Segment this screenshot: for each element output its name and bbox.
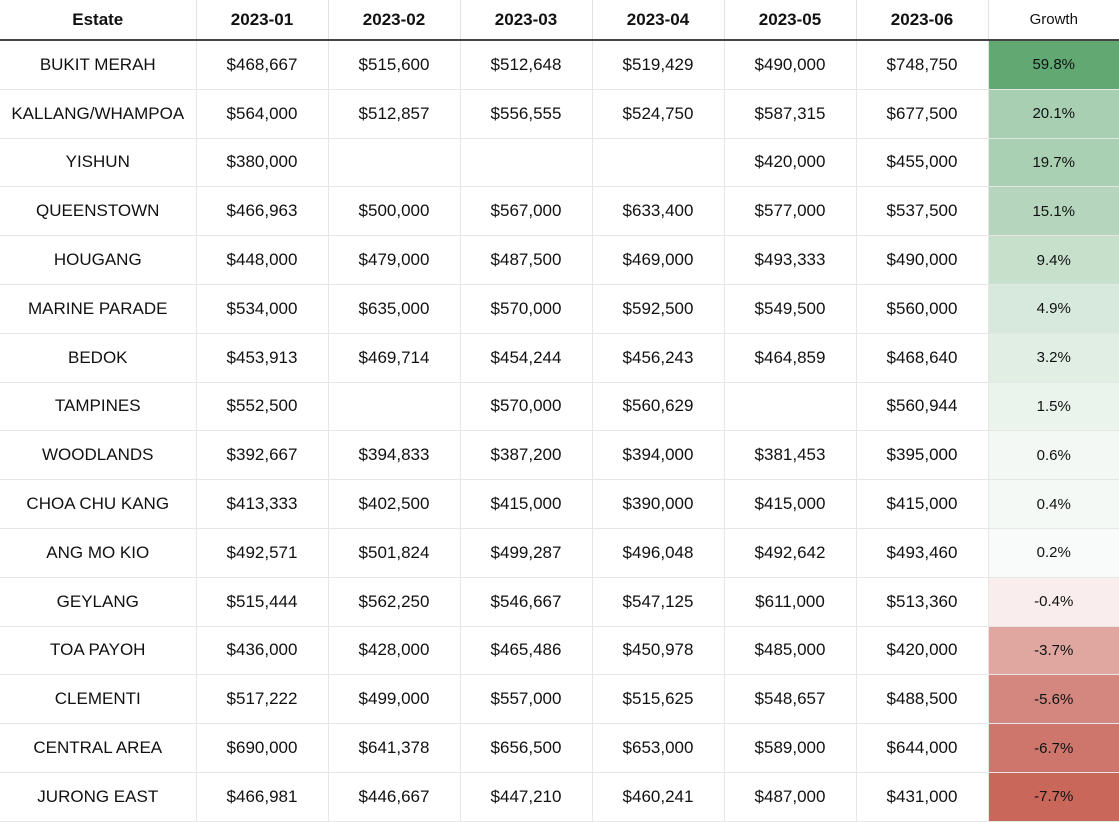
price-cell: $446,667 bbox=[328, 772, 460, 821]
estate-cell: CENTRAL AREA bbox=[0, 724, 196, 773]
price-cell: $468,667 bbox=[196, 40, 328, 89]
header-row bbox=[0, 0, 1119, 40]
price-cell: $577,000 bbox=[724, 187, 856, 236]
price-cell bbox=[592, 138, 724, 187]
price-cell: $431,000 bbox=[856, 772, 988, 821]
price-cell: $564,000 bbox=[196, 89, 328, 138]
price-cell: $560,944 bbox=[856, 382, 988, 431]
price-cell: $448,000 bbox=[196, 236, 328, 285]
price-cell: $447,210 bbox=[460, 772, 592, 821]
price-cell: $570,000 bbox=[460, 382, 592, 431]
price-cell: $513,360 bbox=[856, 577, 988, 626]
month-header: 2023-02 bbox=[328, 0, 460, 40]
price-cell bbox=[724, 382, 856, 431]
growth-cell: 0.2% bbox=[988, 528, 1119, 577]
estate-cell: ANG MO KIO bbox=[0, 528, 196, 577]
price-cell: $677,500 bbox=[856, 89, 988, 138]
month-header: 2023-04 bbox=[592, 0, 724, 40]
table-row bbox=[0, 431, 1119, 480]
estate-cell: JURONG EAST bbox=[0, 772, 196, 821]
table-row bbox=[0, 382, 1119, 431]
month-header: 2023-06 bbox=[856, 0, 988, 40]
price-cell: $428,000 bbox=[328, 626, 460, 675]
estate-cell: TOA PAYOH bbox=[0, 626, 196, 675]
price-cell: $653,000 bbox=[592, 724, 724, 773]
price-cell: $500,000 bbox=[328, 187, 460, 236]
estate-cell: HOUGANG bbox=[0, 236, 196, 285]
growth-cell: 3.2% bbox=[988, 333, 1119, 382]
price-cell: $436,000 bbox=[196, 626, 328, 675]
price-cell bbox=[460, 138, 592, 187]
growth-cell: 9.4% bbox=[988, 236, 1119, 285]
estate-cell: TAMPINES bbox=[0, 382, 196, 431]
price-cell: $560,000 bbox=[856, 284, 988, 333]
price-cell: $460,241 bbox=[592, 772, 724, 821]
price-cell: $547,125 bbox=[592, 577, 724, 626]
estate-cell: YISHUN bbox=[0, 138, 196, 187]
estate-cell: BEDOK bbox=[0, 333, 196, 382]
price-cell: $485,000 bbox=[724, 626, 856, 675]
growth-cell: 0.4% bbox=[988, 480, 1119, 529]
growth-cell: 0.6% bbox=[988, 431, 1119, 480]
price-cell: $589,000 bbox=[724, 724, 856, 773]
price-cell: $402,500 bbox=[328, 480, 460, 529]
growth-header: Growth bbox=[988, 0, 1119, 40]
month-header: 2023-01 bbox=[196, 0, 328, 40]
month-header: 2023-05 bbox=[724, 0, 856, 40]
price-cell: $656,500 bbox=[460, 724, 592, 773]
price-cell: $392,667 bbox=[196, 431, 328, 480]
growth-cell: -7.7% bbox=[988, 772, 1119, 821]
price-cell: $395,000 bbox=[856, 431, 988, 480]
price-cell: $490,000 bbox=[856, 236, 988, 285]
price-cell: $570,000 bbox=[460, 284, 592, 333]
price-cell: $469,000 bbox=[592, 236, 724, 285]
table-row bbox=[0, 724, 1119, 773]
price-cell: $524,750 bbox=[592, 89, 724, 138]
price-cell: $519,429 bbox=[592, 40, 724, 89]
price-cell: $537,500 bbox=[856, 187, 988, 236]
table-row bbox=[0, 89, 1119, 138]
price-cell: $465,486 bbox=[460, 626, 592, 675]
price-cell: $560,629 bbox=[592, 382, 724, 431]
growth-cell: 20.1% bbox=[988, 89, 1119, 138]
table-row bbox=[0, 480, 1119, 529]
price-cell: $479,000 bbox=[328, 236, 460, 285]
price-cell: $512,857 bbox=[328, 89, 460, 138]
growth-cell: -5.6% bbox=[988, 675, 1119, 724]
price-cell: $492,642 bbox=[724, 528, 856, 577]
estate-cell: KALLANG/WHAMPOA bbox=[0, 89, 196, 138]
price-cell: $381,453 bbox=[724, 431, 856, 480]
price-cell: $488,500 bbox=[856, 675, 988, 724]
estate-cell: QUEENSTOWN bbox=[0, 187, 196, 236]
price-cell: $453,913 bbox=[196, 333, 328, 382]
price-cell: $492,571 bbox=[196, 528, 328, 577]
estate-cell: CLEMENTI bbox=[0, 675, 196, 724]
price-cell: $515,444 bbox=[196, 577, 328, 626]
price-cell: $690,000 bbox=[196, 724, 328, 773]
price-cell: $633,400 bbox=[592, 187, 724, 236]
price-cell: $635,000 bbox=[328, 284, 460, 333]
table-row bbox=[0, 577, 1119, 626]
price-cell: $556,555 bbox=[460, 89, 592, 138]
estate-cell: WOODLANDS bbox=[0, 431, 196, 480]
price-cell: $587,315 bbox=[724, 89, 856, 138]
price-cell: $512,648 bbox=[460, 40, 592, 89]
price-cell: $415,000 bbox=[724, 480, 856, 529]
growth-cell: -0.4% bbox=[988, 577, 1119, 626]
price-cell: $552,500 bbox=[196, 382, 328, 431]
price-cell: $611,000 bbox=[724, 577, 856, 626]
price-cell: $466,981 bbox=[196, 772, 328, 821]
growth-cell: 59.8% bbox=[988, 40, 1119, 89]
growth-cell: 4.9% bbox=[988, 284, 1119, 333]
estate-cell: GEYLANG bbox=[0, 577, 196, 626]
table-row bbox=[0, 626, 1119, 675]
price-cell: $420,000 bbox=[724, 138, 856, 187]
price-cell: $493,460 bbox=[856, 528, 988, 577]
table-row bbox=[0, 772, 1119, 821]
estate-header: Estate bbox=[0, 0, 196, 40]
estate-cell: BUKIT MERAH bbox=[0, 40, 196, 89]
estate-cell: MARINE PARADE bbox=[0, 284, 196, 333]
price-cell: $454,244 bbox=[460, 333, 592, 382]
price-cell: $499,000 bbox=[328, 675, 460, 724]
price-cell: $466,963 bbox=[196, 187, 328, 236]
price-cell: $592,500 bbox=[592, 284, 724, 333]
price-cell: $641,378 bbox=[328, 724, 460, 773]
price-cell: $499,287 bbox=[460, 528, 592, 577]
price-cell: $548,657 bbox=[724, 675, 856, 724]
price-cell: $490,000 bbox=[724, 40, 856, 89]
price-cell: $468,640 bbox=[856, 333, 988, 382]
price-cell: $487,000 bbox=[724, 772, 856, 821]
price-cell: $415,000 bbox=[856, 480, 988, 529]
price-cell: $496,048 bbox=[592, 528, 724, 577]
price-cell: $390,000 bbox=[592, 480, 724, 529]
table-row bbox=[0, 40, 1119, 89]
table-row bbox=[0, 284, 1119, 333]
price-cell: $464,859 bbox=[724, 333, 856, 382]
price-cell: $644,000 bbox=[856, 724, 988, 773]
table-row bbox=[0, 333, 1119, 382]
price-cell bbox=[328, 138, 460, 187]
growth-cell: 19.7% bbox=[988, 138, 1119, 187]
price-cell: $415,000 bbox=[460, 480, 592, 529]
price-cell: $557,000 bbox=[460, 675, 592, 724]
price-cell: $394,833 bbox=[328, 431, 460, 480]
growth-cell: 15.1% bbox=[988, 187, 1119, 236]
price-cell: $562,250 bbox=[328, 577, 460, 626]
price-cell: $413,333 bbox=[196, 480, 328, 529]
growth-cell: -3.7% bbox=[988, 626, 1119, 675]
price-cell: $380,000 bbox=[196, 138, 328, 187]
price-cell: $469,714 bbox=[328, 333, 460, 382]
growth-cell: -6.7% bbox=[988, 724, 1119, 773]
table-row bbox=[0, 138, 1119, 187]
price-cell: $487,500 bbox=[460, 236, 592, 285]
table-row bbox=[0, 528, 1119, 577]
table-row bbox=[0, 675, 1119, 724]
table-body bbox=[0, 40, 1119, 821]
price-cell: $515,600 bbox=[328, 40, 460, 89]
price-cell: $501,824 bbox=[328, 528, 460, 577]
price-cell: $546,667 bbox=[460, 577, 592, 626]
price-cell: $493,333 bbox=[724, 236, 856, 285]
price-cell: $748,750 bbox=[856, 40, 988, 89]
table-row bbox=[0, 236, 1119, 285]
month-header: 2023-03 bbox=[460, 0, 592, 40]
price-cell: $394,000 bbox=[592, 431, 724, 480]
price-cell: $515,625 bbox=[592, 675, 724, 724]
price-cell: $450,978 bbox=[592, 626, 724, 675]
price-cell: $387,200 bbox=[460, 431, 592, 480]
price-cell: $456,243 bbox=[592, 333, 724, 382]
price-cell bbox=[328, 382, 460, 431]
growth-cell: 1.5% bbox=[988, 382, 1119, 431]
price-cell: $549,500 bbox=[724, 284, 856, 333]
estate-cell: CHOA CHU KANG bbox=[0, 480, 196, 529]
price-cell: $534,000 bbox=[196, 284, 328, 333]
price-cell: $420,000 bbox=[856, 626, 988, 675]
price-cell: $567,000 bbox=[460, 187, 592, 236]
price-cell: $455,000 bbox=[856, 138, 988, 187]
price-cell: $517,222 bbox=[196, 675, 328, 724]
table-row bbox=[0, 187, 1119, 236]
